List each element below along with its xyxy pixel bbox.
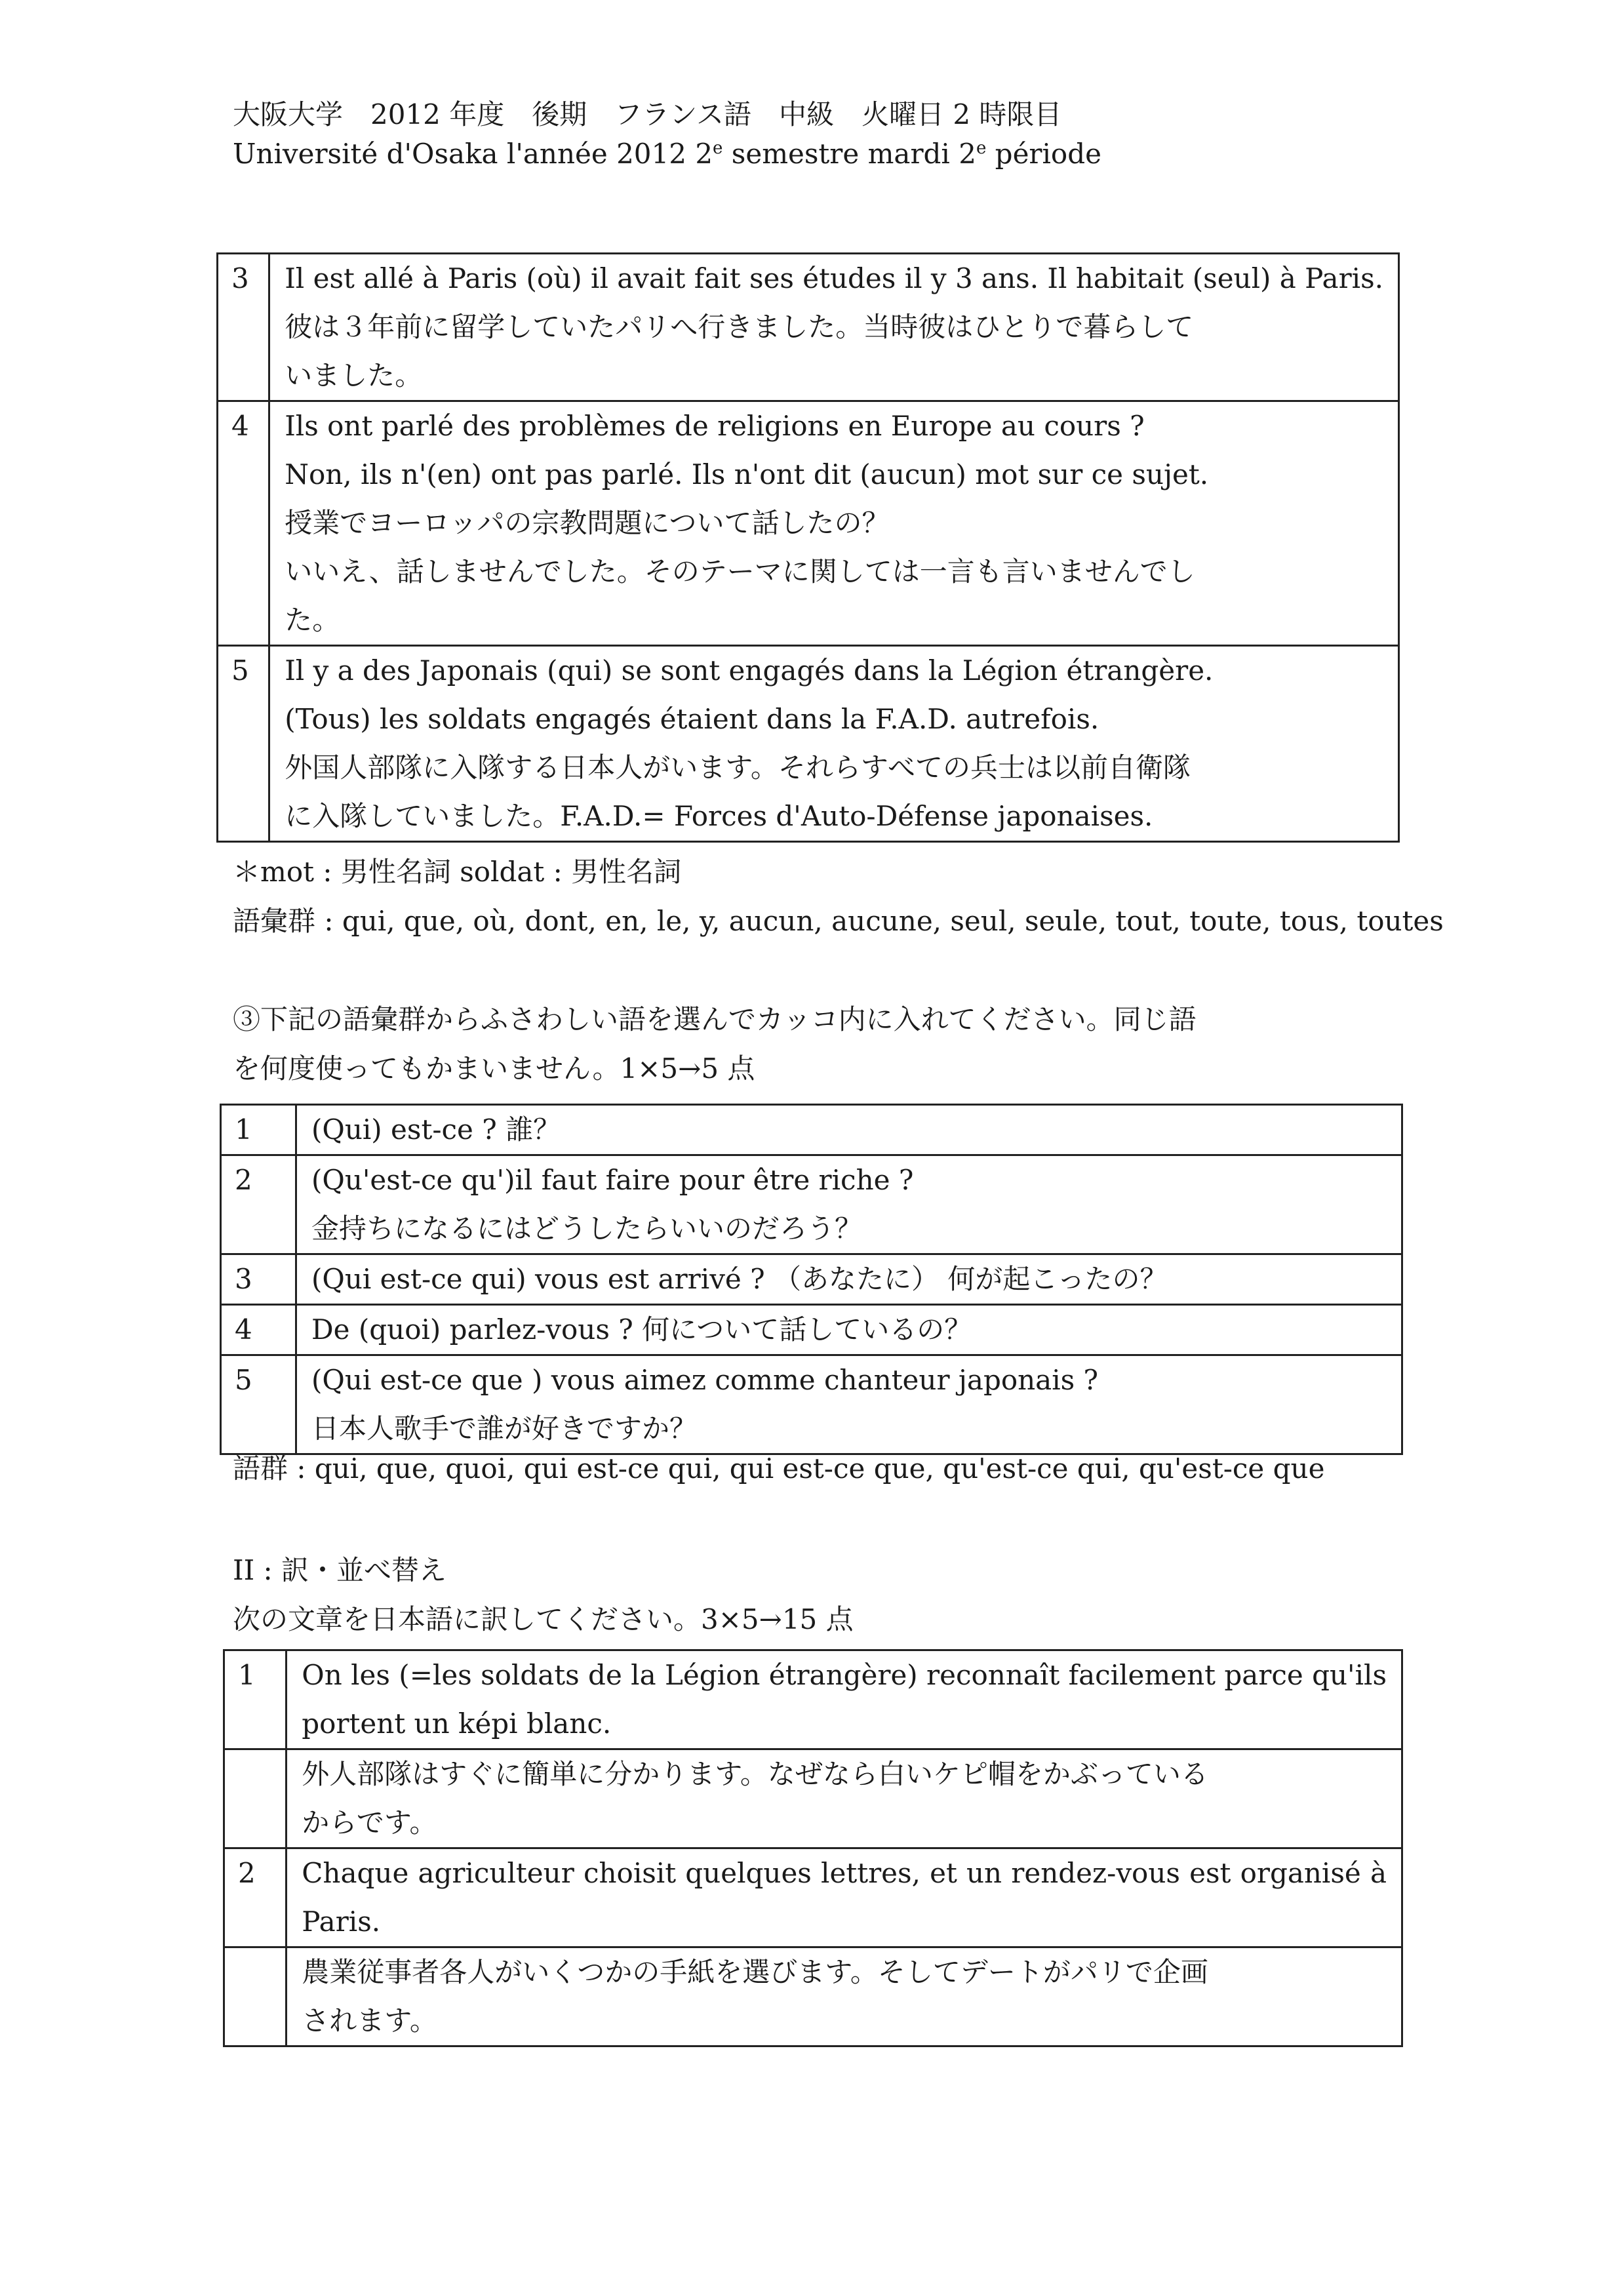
question-line: 授業でヨーロッパの宗教問題について話したの？ bbox=[285, 507, 890, 539]
question-text bbox=[287, 1650, 1402, 1749]
course-header-french bbox=[233, 134, 1101, 174]
table-row bbox=[221, 1155, 1402, 1254]
question-line: 金持ちになるにはどうしたらいいのだろう？ bbox=[311, 1212, 863, 1245]
table-row bbox=[221, 1305, 1402, 1355]
question-text bbox=[296, 1305, 1402, 1355]
vocabulary-list: 語彙群 : qui, que, où, dont, en, le, y, aucun, aucune, seul, seule, tout, toute, tous, toutes bbox=[233, 905, 1444, 937]
answer-line: からです。 bbox=[302, 1806, 437, 1839]
section-3-instruction: ③下記の語彙群からふさわしい語を選んでカッコ内に入れてください。同じ語 bbox=[233, 1003, 1197, 1035]
table-row bbox=[221, 1105, 1402, 1155]
question-number: 5 bbox=[221, 1355, 296, 1454]
answer-number-cell bbox=[224, 1749, 287, 1848]
question-text bbox=[296, 1254, 1402, 1305]
question-line: (Qui est-ce qui) vous est arrivé ? （あなたに） 何が起こったの？ bbox=[311, 1263, 1168, 1295]
question-text bbox=[296, 1105, 1402, 1155]
table-row bbox=[224, 1749, 1402, 1848]
table-row bbox=[224, 1947, 1402, 2046]
question-line: Paris. bbox=[302, 1906, 381, 1938]
word-list: 語群 : qui, que, quoi, qui est-ce qui, qui est-ce que, qu'est-ce qui, qu'est-ce que bbox=[233, 1452, 1325, 1485]
question-line: いました。 bbox=[285, 359, 423, 391]
answer-line: されます。 bbox=[302, 2005, 437, 2037]
question-line: portent un képi blanc. bbox=[302, 1707, 612, 1740]
question-line: Chaque agriculteur choisit quelques lettres, et un rendez-vous est organisé à bbox=[302, 1857, 1387, 1889]
question-line: 外国人部隊に入隊する日本人がいます。それらすべての兵士は以前自衛隊 bbox=[285, 751, 1191, 784]
table-row bbox=[221, 1254, 1402, 1305]
question-line: (Qui) est-ce ? 誰？ bbox=[311, 1113, 561, 1146]
question-number: 3 bbox=[221, 1254, 296, 1305]
question-number: 1 bbox=[221, 1105, 296, 1155]
question-line: いいえ、話しませんでした。そのテーマに関しては一言も言いませんでし bbox=[285, 555, 1195, 588]
question-line: On les (=les soldats de la Légion étrangère) reconnaît facilement parce qu'ils bbox=[302, 1659, 1387, 1691]
translation-table bbox=[223, 1649, 1403, 2047]
section-ii-heading: II : 訳・並べ替え bbox=[233, 1554, 447, 1586]
question-text bbox=[296, 1355, 1402, 1454]
question-text bbox=[269, 401, 1399, 646]
question-number: 3 bbox=[218, 254, 269, 401]
section-3-instruction-cont: を何度使ってもかまいません。1×5→5 点 bbox=[233, 1052, 755, 1085]
question-number: 4 bbox=[218, 401, 269, 646]
question-line: Il y a des Japonais (qui) se sont engagés dans la Légion étrangère. bbox=[285, 654, 1214, 687]
answer-text bbox=[287, 1749, 1402, 1848]
table-row bbox=[224, 1848, 1402, 1947]
exercise-table-2 bbox=[216, 252, 1400, 843]
answer-line: 外人部隊はすぐに簡単に分かります。なぜなら白いケピ帽をかぶっている bbox=[302, 1758, 1208, 1790]
question-number: 2 bbox=[224, 1848, 287, 1947]
question-number: 5 bbox=[218, 646, 269, 842]
question-line: (Tous) les soldats engagés étaient dans la F.A.D. autrefois. bbox=[285, 703, 1099, 735]
question-text bbox=[287, 1848, 1402, 1947]
question-line: に入隊していました。F.A.D.= Forces d'Auto-Défense japonaises. bbox=[285, 800, 1153, 832]
question-line: 彼は３年前に留学していたパリへ行きました。当時彼はひとりで暮らして bbox=[285, 311, 1194, 343]
header-sup-2: e bbox=[976, 138, 987, 158]
question-line: た。 bbox=[285, 604, 340, 636]
question-number: 2 bbox=[221, 1155, 296, 1254]
table-row bbox=[218, 254, 1399, 401]
question-number: 1 bbox=[224, 1650, 287, 1749]
question-line: 日本人歌手で誰が好きですか？ bbox=[311, 1412, 698, 1445]
question-line: (Qu'est-ce qu')il faut faire pour être riche ? bbox=[311, 1164, 914, 1196]
question-line: Ils ont parlé des problèmes de religions en Europe au cours ? bbox=[285, 410, 1145, 442]
question-line: Il est allé à Paris (où) il avait fait ses études il y 3 ans. Il habitait (seul) à Paris. bbox=[285, 262, 1383, 294]
table-row bbox=[218, 646, 1399, 842]
table-row bbox=[221, 1355, 1402, 1454]
question-line: Non, ils n'(en) ont pas parlé. Ils n'ont dit (aucun) mot sur ce sujet. bbox=[285, 458, 1209, 490]
grammar-note: ＊mot : 男性名詞 soldat : 男性名詞 bbox=[233, 856, 682, 888]
question-number: 4 bbox=[221, 1305, 296, 1355]
question-text bbox=[269, 646, 1399, 842]
course-header-japanese: 大阪大学 2012 年度 後期 フランス語 中級 火曜日 2 時限目 bbox=[233, 98, 1062, 130]
section-ii-instruction: 次の文章を日本語に訳してください。3×5→15 点 bbox=[233, 1603, 854, 1635]
question-line: (Qui est-ce que ) vous aimez comme chanteur japonais ? bbox=[311, 1364, 1099, 1396]
question-line: De (quoi) parlez-vous ? 何について話しているの？ bbox=[311, 1313, 972, 1346]
question-text bbox=[296, 1155, 1402, 1254]
header-text-3: période bbox=[986, 138, 1101, 170]
answer-text bbox=[287, 1947, 1402, 2046]
header-sup-1: e bbox=[713, 138, 723, 158]
table-row bbox=[224, 1650, 1402, 1749]
header-text-2: semestre mardi 2 bbox=[723, 138, 976, 170]
answer-number-cell bbox=[224, 1947, 287, 2046]
exercise-table-3 bbox=[220, 1104, 1403, 1455]
header-text-1: Université d'Osaka l'année 2012 2 bbox=[233, 138, 713, 170]
answer-line: 農業従事者各人がいくつかの手紙を選びます。そしてデートがパリで企画 bbox=[302, 1956, 1208, 1988]
question-text bbox=[269, 254, 1399, 401]
table-row bbox=[218, 401, 1399, 646]
